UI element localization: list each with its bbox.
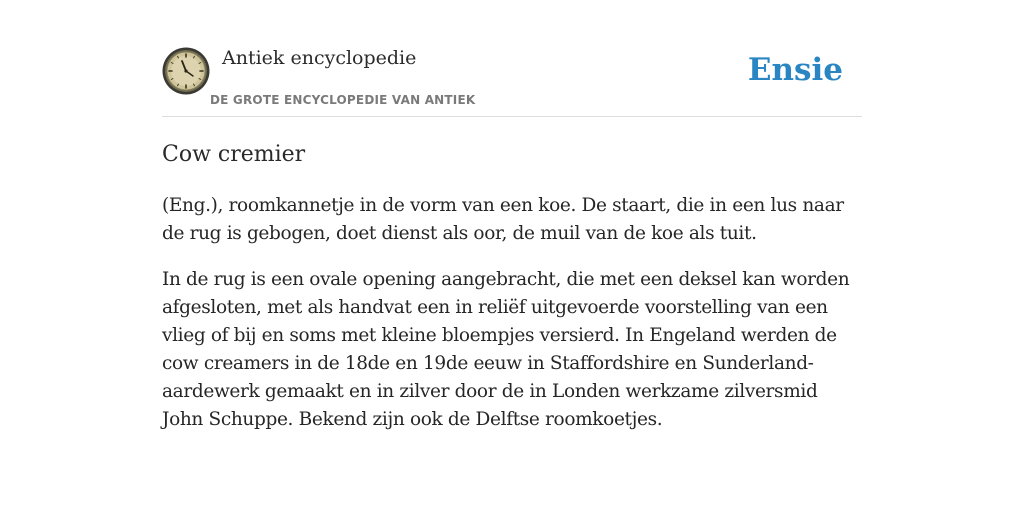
entry-body (162, 192, 862, 434)
source-subtitle: DE GROTE ENCYCLOPEDIE VAN ANTIEK (210, 93, 476, 107)
page-header (162, 44, 862, 117)
ensie-logo-link[interactable]: Ensie (747, 52, 843, 88)
antique-clock-icon[interactable] (162, 47, 210, 95)
entry-paragraph: (Eng.), roomkannetje in de vorm van een koe. De staart, die in een lus naar de rug is gebogen, doet dienst als oor, de muil van de koe als tuit. (162, 195, 844, 244)
source-title[interactable]: Antiek encyclopedie (222, 47, 417, 69)
entry-paragraph: In de rug is een ovale opening aangebracht, die met een deksel kan worden afgesloten, met als handvat een in reliëf uitgevoerde voorstelling van een vlieg of bij en soms met kleine bloempjes versierd. In Engeland werden de cow creamers in de 18de en 19de eeuw in Staffordshire en Sunderland-aardewerk gemaakt en in zilver door de in Londen werkzame zilversmid John Schuppe. Bekend zijn ook de Delftse roomkoetjes. (162, 269, 850, 430)
entry-title: Cow cremier (162, 142, 306, 167)
